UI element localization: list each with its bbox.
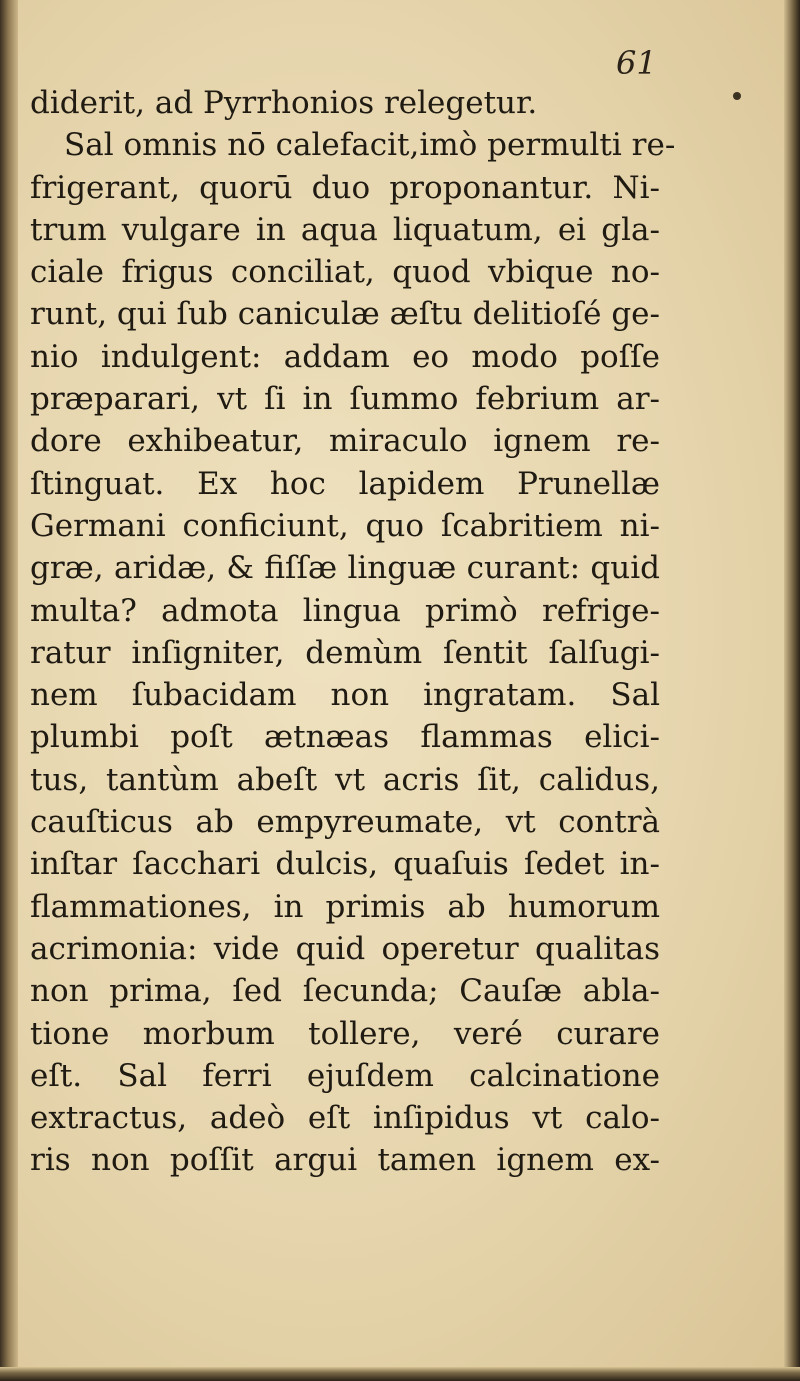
text-line: acrimonia: vide quid operetur qualitas	[30, 930, 660, 967]
page-number: 61	[616, 44, 657, 82]
text-line: inſtar ſacchari dulcis, quaſuis ſedet in-	[30, 846, 660, 883]
text-line: plumbi poſt ætnæas flammas elici-	[30, 719, 660, 756]
text-line: Germani conficiunt, quo ſcabritiem ni-	[30, 507, 660, 544]
text-line: græ, aridæ, & fiſſæ linguæ curant: quid	[30, 550, 660, 587]
text-line: ciale frigus conciliat, quod vbique no-	[30, 254, 660, 291]
text-line: diderit, ad Pyrrhonios relegetur.	[30, 85, 538, 121]
text-line: dore exhibeatur, miraculo ignem re-	[30, 423, 660, 460]
text-line: trum vulgare in aqua liquatum, ei gla-	[30, 211, 660, 248]
text-line: extractus, adeò eſt inſipidus vt calo-	[30, 1100, 660, 1137]
page-binding-edge	[0, 0, 18, 1381]
text-line: ris non poſſit argui tamen ignem ex-	[30, 1142, 660, 1179]
text-line: ratur inſigniter, demùm ſentit ſalſugi-	[30, 634, 660, 671]
text-line: frigerant, quorū duo proponantur. Ni-	[30, 169, 660, 206]
text-line: multa? admota lingua primò refrige-	[30, 592, 660, 629]
text-line: runt, qui ſub caniculæ æſtu delitioſé ge-	[30, 296, 660, 333]
text-line: præparari, vt ſi in ſummo febrium ar-	[30, 381, 660, 418]
page-right-edge	[784, 0, 800, 1381]
text-line: nem ſubacidam non ingratam. Sal	[30, 677, 660, 714]
text-line: tione morbum tollere, veré curare	[30, 1015, 660, 1052]
body-text	[30, 82, 676, 1182]
text-line: Sal omnis nō calefacit,imò permulti re-	[64, 127, 676, 164]
text-line: non prima, ſed ſecunda; Cauſæ abla-	[30, 973, 660, 1010]
text-line: ſtinguat. Ex hoc lapidem Prunellæ	[30, 465, 660, 502]
text-line: nio indulgent: addam eo modo poſſe	[30, 338, 660, 375]
text-line: flammationes, in primis ab humorum	[30, 888, 660, 925]
ink-speck	[733, 92, 741, 100]
text-line: cauſticus ab empyreumate, vt contrà	[30, 804, 660, 841]
text-line: tus, tantùm abeſt vt acris ſit, calidus,	[30, 761, 660, 798]
page-bottom-edge	[0, 1367, 800, 1381]
text-line: eſt. Sal ferri ejuſdem calcinatione	[30, 1057, 660, 1094]
